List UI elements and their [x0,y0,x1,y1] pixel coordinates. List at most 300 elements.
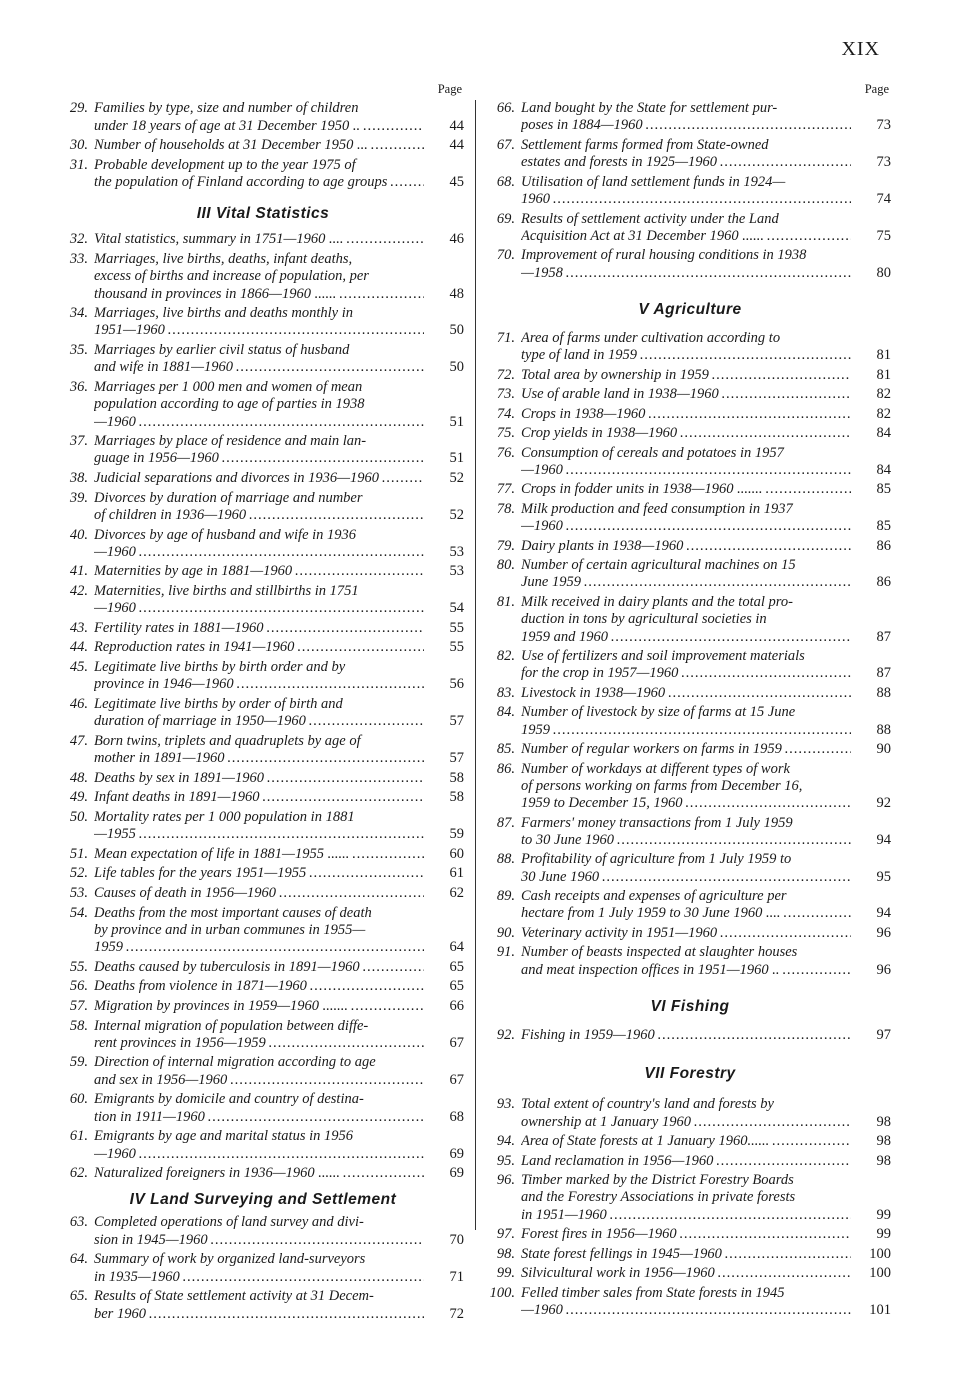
entry-page-number: 44 [449,117,464,134]
entry-page-number: 50 [449,322,464,339]
section-heading: IV Land Surveying and Settlement [129,1191,397,1209]
dot-leader [720,154,851,171]
entry-title-line [521,117,851,134]
entry-number: 56. [69,978,88,995]
entry-title-line [521,925,851,942]
entry-title-line: Area of farms under cultivation according to [521,329,781,346]
toc-entry [62,157,464,192]
entry-title-line [521,191,851,208]
toc-entry [489,137,891,172]
entry-page-number: 60 [449,845,464,862]
section-heading: VI Fishing [650,998,730,1016]
entry-page-number: 82 [876,405,891,422]
entry-page-number: 85 [876,518,891,535]
entry-title [521,648,851,683]
entry-number: 84. [496,704,515,721]
entry-title-text: Number of households at 31 December 1950 ... [94,137,368,154]
entry-number: 60. [69,1091,88,1108]
entry-title-line [94,1146,424,1163]
entry-number: 73. [496,386,515,403]
toc-entry [489,481,891,498]
dot-leader [309,865,424,882]
dot-leader [371,137,424,154]
entry-number: 81. [496,593,515,610]
entry-number: 47. [69,732,88,749]
entry-page-number: 92 [876,795,891,812]
entry-title-line [94,174,424,191]
dot-leader [584,574,851,591]
entry-title-text: to 30 June 1960 [521,831,615,848]
dot-leader [208,1109,424,1126]
entry-title [94,659,424,694]
entry-number: 90. [496,924,515,941]
dot-leader [310,978,424,995]
entry-page-number: 52 [449,470,464,487]
dot-leader [352,846,424,863]
dot-leader [694,1114,851,1131]
entry-title [94,342,424,377]
toc-entry [62,809,464,844]
entry-number: 77. [496,481,515,498]
entry-page-number: 51 [449,413,464,430]
entry-title-text: 1960 [521,191,550,208]
dot-leader [767,228,851,245]
entry-page-number: 97 [876,1027,891,1044]
entry-title-line [521,518,851,535]
entry-title-text: Deaths by sex in 1891—1960 [94,769,264,786]
entry-page-number: 86 [876,537,891,554]
entry-title-line [94,1306,424,1323]
entry-number: 96. [496,1172,515,1189]
entry-title-line [94,450,424,467]
entry-number: 41. [69,563,88,580]
dot-leader [566,265,851,282]
dot-leader [553,722,851,739]
entry-page-number: 57 [449,750,464,767]
entry-title-line: Emigrants by age and marital status in 1956 [94,1128,353,1145]
entry-title-line [521,154,851,171]
entry-number: 52. [69,865,88,882]
toc-entry [62,470,464,487]
entry-number: 79. [496,537,515,554]
dot-leader [126,939,424,956]
entry-title [94,137,424,154]
entry-title [521,1027,851,1044]
entry-number: 85. [496,741,515,758]
entry-title-text: and wife in 1881—1960 [94,359,233,376]
entry-page-number: 59 [449,826,464,843]
dot-leader [680,1226,851,1243]
entry-number: 63. [69,1214,88,1231]
toc-entry [62,379,464,431]
entry-number: 35. [69,342,88,359]
entry-page-number: 73 [876,117,891,134]
entry-title-line: Number of certain agricultural machines on 15 [521,557,796,574]
entry-title-line [94,1035,424,1052]
entry-page-number: 62 [449,885,464,901]
entry-title-text: —1960 [521,518,563,535]
toc-entry [489,851,891,886]
entry-number: 51. [69,845,88,862]
entry-title [94,639,424,656]
toc-entry [489,648,891,683]
entry-title-text: guage in 1956—1960 [94,450,219,467]
entry-page-number: 54 [449,600,464,617]
entry-title-text: Vital statistics, summary in 1751—1960 .... [94,231,344,248]
toc-entry [489,925,891,942]
entry-title-line [94,826,424,843]
dot-leader [617,832,851,849]
entry-title-line: Internal migration of population between diffe- [94,1017,369,1034]
entry-page-number: 57 [449,713,464,730]
entry-number: 65. [69,1288,88,1305]
entry-title-line: Number of beasts inspected at slaughter houses [521,944,798,961]
entry-title-line [521,481,851,498]
entry-title-text: tion in 1911—1960 [94,1108,205,1125]
entry-title-text: 1959 [521,721,550,738]
entry-title-line [521,722,851,739]
entry-title-line: Milk received in dairy plants and the total pro- [521,593,793,610]
toc-entry [489,1285,891,1320]
entry-title [94,885,424,902]
entry-number: 62. [69,1165,88,1182]
entry-title [94,379,424,431]
toc-entry [489,557,891,592]
entry-page-number: 82 [876,386,891,403]
entry-title [94,809,424,844]
entry-number: 30. [69,137,88,154]
dot-leader [267,770,424,787]
toc-entry [62,998,464,1015]
dot-leader [343,1165,424,1182]
entry-title-text: Deaths from violence in 1871—1960 [94,978,307,995]
entry-page-number: 67 [449,1034,464,1051]
entry-number: 33. [69,250,88,267]
entry-title-line: Divorces by duration of marriage and number [94,489,363,506]
dot-leader [725,1246,851,1263]
entry-title-line [94,750,424,767]
entry-number: 78. [496,500,515,517]
entry-title [94,157,424,192]
entry-title [94,905,424,957]
entry-number: 91. [496,944,515,961]
entry-title-line: Utilisation of land settlement funds in 1924— [521,173,786,190]
entry-title-text: Livestock in 1938—1960 [521,684,666,701]
entry-title-line [94,885,424,902]
toc-column-right [489,82,891,1319]
dot-leader [640,347,851,364]
entry-number: 89. [496,888,515,905]
entry-number: 40. [69,526,88,543]
toc-entry [489,1096,891,1131]
entry-page-number: 50 [449,359,464,376]
entry-number: 49. [69,789,88,806]
entry-number: 88. [496,851,515,868]
toc-entry [489,425,891,442]
toc-entry [62,789,464,806]
dot-leader [783,962,851,979]
entry-number: 54. [69,904,88,921]
entry-page-number: 45 [449,174,464,191]
entry-title-text: 1951—1960 [94,322,165,339]
entry-title [521,211,851,246]
entry-title-line: Born twins, triplets and quadruplets by age of [94,732,361,749]
toc-entry [62,1018,464,1053]
entry-number: 64. [69,1251,88,1268]
entry-page-number: 67 [449,1071,464,1088]
toc-entry [489,1172,891,1224]
entry-title-line: Probable development up to the year 1975 of [94,156,356,173]
entry-title-line [521,1027,851,1044]
entry-title [94,490,424,525]
toc-entry [489,761,891,813]
entry-title-line [94,231,424,248]
entry-title-line [521,1207,851,1224]
entry-title-line: Families by type, size and number of children [94,100,359,117]
entry-title-line [521,1226,851,1243]
entry-number: 36. [69,378,88,395]
dot-leader [722,386,851,403]
entry-number: 74. [496,405,515,422]
toc-entry [62,342,464,377]
entry-number: 31. [69,156,88,173]
entry-title [521,944,851,979]
toc-entry [62,1091,464,1126]
dot-leader [382,470,424,487]
entry-title-text: State forest fellings in 1945—1960 [521,1245,722,1262]
dot-leader [610,1207,851,1224]
entry-number: 70. [496,247,515,264]
entry-title-line: excess of births and increase of population, per [94,268,369,285]
entry-title-line: Legitimate live births by birth order and by [94,659,346,676]
dot-leader [139,414,424,431]
entry-title-line: Improvement of rural housing conditions in 1938 [521,247,807,264]
dot-leader [712,367,851,384]
toc-entry [489,1027,891,1044]
dot-leader [566,518,851,535]
entry-page-number: 72 [449,1305,464,1322]
entry-title [521,137,851,172]
entry-title [521,174,851,209]
entry-title [521,1096,851,1131]
entry-title-line [94,470,424,487]
entry-title-line [94,507,424,524]
entry-number: 61. [69,1128,88,1145]
toc-column-left [62,82,464,1323]
toc-entry [62,733,464,768]
toc-entry [489,174,891,209]
entry-title-text: —1960 [94,543,136,560]
entry-title-line [94,137,424,154]
entry-title-line [521,1114,851,1131]
entry-title-line: Total extent of country's land and forests by [521,1096,774,1113]
toc-entry [62,527,464,562]
entry-title [94,696,424,731]
toc-entry [62,563,464,580]
entry-title [521,815,851,850]
toc-entry [62,770,464,787]
entry-page-number: 96 [876,961,891,978]
toc-entry [62,100,464,135]
entry-title-text: the population of Finland according to age groups [94,174,388,191]
entry-title-line [521,1302,851,1319]
entry-title-text: Fertility rates in 1881—1960 [94,619,264,636]
dot-leader [263,789,424,806]
dot-leader [295,563,424,580]
entry-title-line [94,770,424,787]
entry-title-line: Consumption of cereals and potatoes in 1957 [521,444,784,461]
entry-title [521,594,851,646]
entry-title-text: province in 1946—1960 [94,676,234,693]
entry-title [94,846,424,863]
entry-title [94,1128,424,1163]
entry-title [94,1251,424,1286]
section-heading: III Vital Statistics [196,205,330,223]
entry-page-number: 58 [449,789,464,806]
entry-number: 100. [489,1284,515,1301]
entry-title [94,1214,424,1249]
entry-title-text: Reproduction rates in 1941—1960 [94,639,295,656]
entry-title-text: —1955 [94,826,136,843]
dot-leader [602,869,851,886]
entry-title-line [521,685,851,702]
entry-page-number: 73 [876,154,891,171]
entry-title-line: Marriages, live births, deaths, infant deaths, [94,250,353,267]
toc-entry [489,685,891,702]
entry-title-line: Settlement farms formed from State-owned [521,136,769,153]
entry-title-line [521,1133,851,1150]
entry-number: 80. [496,557,515,574]
entry-title [94,1288,424,1323]
entry-title-line: Marriages by place of residence and main lan- [94,433,367,450]
entry-page-number: 81 [876,366,891,383]
dot-leader [236,359,424,376]
entry-title [521,425,851,442]
toc-entry [489,100,891,135]
entry-title-line [94,1165,424,1182]
dot-leader [566,462,851,479]
toc-entry [62,639,464,656]
entry-title-text: —1958 [521,264,563,281]
entry-title-text: Infant deaths in 1891—1960 [94,789,260,806]
entry-title-text: Crops in 1938—1960 [521,405,646,422]
entry-title [521,685,851,702]
entry-title [521,851,851,886]
toc-entry [62,959,464,976]
toc-entry [489,1246,891,1263]
entry-title-line [94,118,424,135]
entry-number: 71. [496,329,515,346]
dot-leader [228,750,425,767]
dot-leader [168,322,424,339]
entry-number: 94. [496,1133,515,1150]
toc-entry [489,944,891,979]
dot-leader [566,1302,851,1319]
entry-number: 39. [69,489,88,506]
toc-entry [62,251,464,303]
entry-number: 43. [69,619,88,636]
entry-title [521,888,851,923]
toc-entry [489,888,891,923]
dot-leader [267,620,424,637]
entry-page-number: 51 [449,450,464,467]
toc-entry [62,659,464,694]
entry-title-text: mother in 1891—1960 [94,750,225,767]
entry-title-line [521,347,851,364]
entry-page-number: 100 [869,1265,891,1282]
toc-entry [489,501,891,536]
entry-title [94,231,424,248]
entry-title [521,538,851,555]
entry-title-line [94,359,424,376]
entry-title-text: Fishing in 1959—1960 [521,1027,655,1044]
entry-title-text: Maternities by age in 1881—1960 [94,563,293,580]
entry-title [94,305,424,340]
toc-entry [489,406,891,423]
entry-number: 66. [496,100,515,117]
toc-entry [62,1054,464,1089]
entry-page-number: 68 [449,1108,464,1125]
entry-title-line [94,998,424,1015]
entry-title [521,1265,851,1282]
entry-title [521,1153,851,1170]
entry-title-text: type of land in 1959 [521,347,637,364]
entry-title-line: Deaths from the most important causes of death [94,904,372,921]
entry-title [94,251,424,303]
entry-title-line [94,563,424,580]
entry-number: 45. [69,659,88,676]
toc-items-right [489,100,891,1319]
entry-title [521,557,851,592]
entry-title-text: Crop yields in 1938—1960 [521,425,678,442]
toc-entry [62,978,464,995]
entry-title-text: —1960 [521,1301,563,1318]
entry-title-line: Marriages per 1 000 men and women of mean [94,378,363,395]
entry-title-line: Emigrants by domicile and country of destina- [94,1091,364,1108]
entry-title [521,1172,851,1224]
entry-title-line: Felled timber sales from State forests in 1945 [521,1284,785,1301]
entry-number: 38. [69,470,88,487]
entry-page-number: 94 [876,831,891,848]
entry-title-line: Direction of internal migration according to age [94,1054,376,1071]
toc-entry [62,865,464,882]
entry-title-line [94,414,424,431]
dot-leader [785,741,851,758]
entry-title [521,386,851,403]
entry-number: 92. [496,1027,515,1044]
entry-title-line: Number of livestock by size of farms at 15 June [521,704,796,721]
entry-page-number: 70 [449,1231,464,1248]
entry-title [94,433,424,468]
entry-page-number: 98 [876,1113,891,1130]
toc-entry [489,367,891,384]
entry-title-line [94,322,424,339]
dot-leader [611,629,851,646]
entry-title-line: Legitimate live births by order of birth and [94,695,343,712]
entry-title [94,470,424,487]
entry-title-line [94,544,424,561]
toc-entry [489,247,891,282]
entry-number: 82. [496,648,515,665]
entry-title-line: Land bought by the State for settlement pur- [521,100,778,117]
toc-entry [489,704,891,739]
entry-title-text: 30 June 1960 [521,868,600,885]
entry-title [94,563,424,580]
entry-title-text: Causes of death in 1956—1960 [94,885,277,901]
entry-title [521,1285,851,1320]
entry-title-text: Use of arable land in 1938—1960 [521,386,719,403]
entry-number: 98. [496,1245,515,1262]
